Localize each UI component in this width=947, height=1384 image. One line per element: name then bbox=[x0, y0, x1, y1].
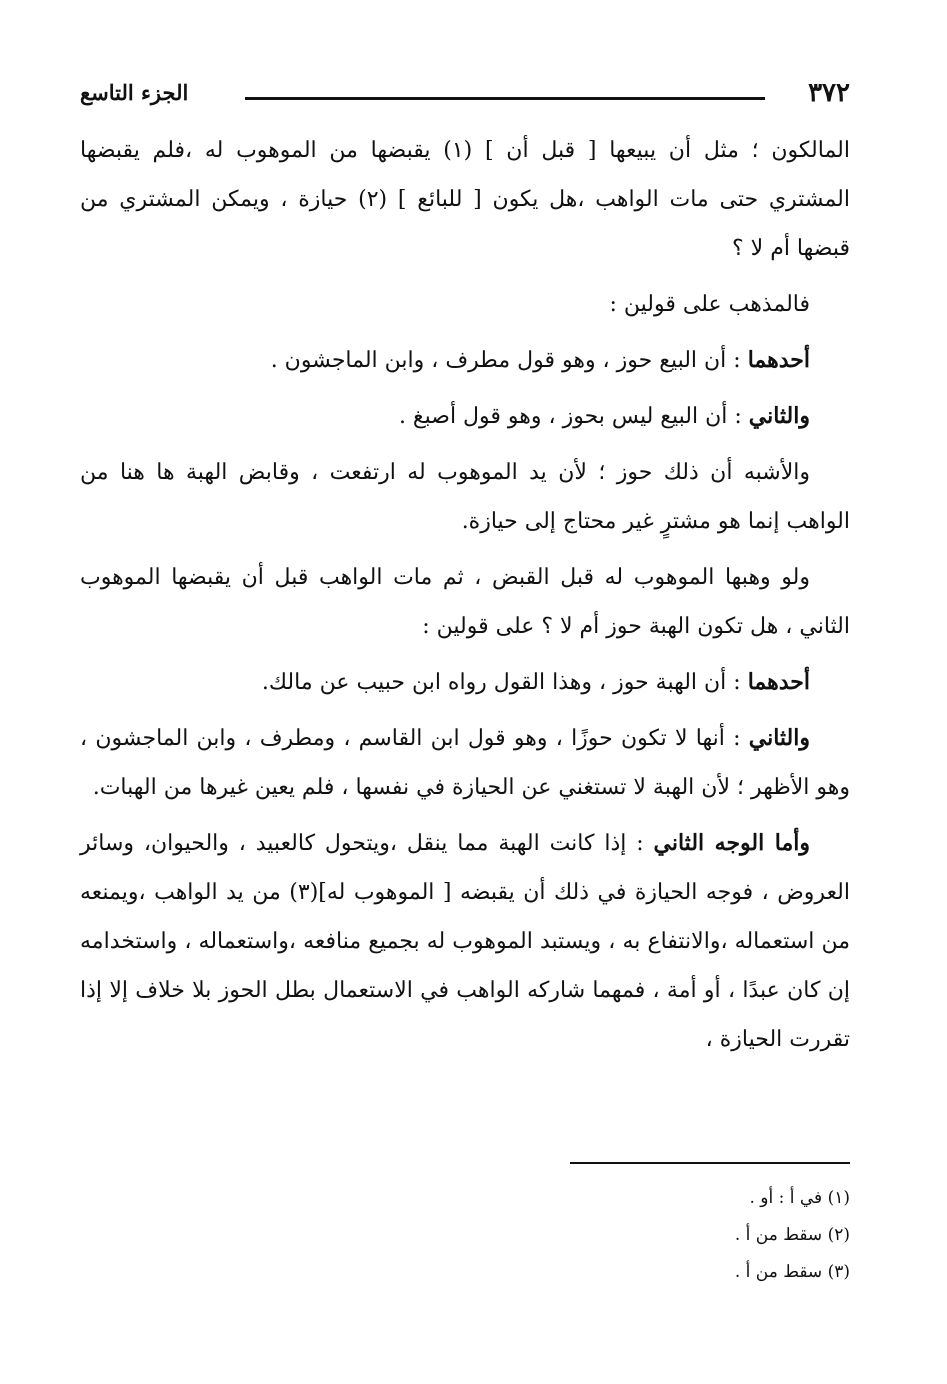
header-rule bbox=[245, 97, 765, 100]
paragraph: والأشبه أن ذلك حوز ؛ لأن يد الموهوب له ارتفعت ، وقابض الهبة ها هنا من الواهب إنما هو مشترٍ غير محتاج إلى حيازة. bbox=[80, 460, 850, 534]
footnotes bbox=[735, 1180, 850, 1291]
paragraph: والثاني : أنها لا تكون حوزًا ، وهو قول ابن القاسم ، ومطرف ، وابن الماجشون ، وهو الأظهر ؛ لأن الهبة لا تستغني عن الحيازة في نفسها ، فلم يعين غيرها من الهبات. bbox=[80, 725, 850, 800]
footnote: (٢) سقط من أ . bbox=[734, 1225, 850, 1245]
footnote: (١) في أ : أو . bbox=[749, 1188, 850, 1208]
book-page bbox=[80, 70, 850, 1320]
body-text bbox=[80, 126, 850, 1064]
paragraph: المالكون ؛ مثل أن يبيعها [ قبل أن ] (١) يقبضها من الموهوب له ،فلم يقبضها المشتري حتى مات الواهب ،هل يكون [ للبائع ] (٢) حيازة ، ويمكن المشتري من قبضها أم لا ؟ bbox=[80, 138, 850, 261]
paragraph: ولو وهبها الموهوب له قبل القبض ، ثم مات الواهب قبل أن يقبضها الموهوب الثاني ، هل تكون الهبة حوز أم لا ؟ على قولين : bbox=[80, 565, 850, 639]
paragraph-lead: أحدهما bbox=[747, 669, 810, 695]
footnote-rule bbox=[570, 1162, 850, 1164]
paragraph: وأما الوجه الثاني : إذا كانت الهبة مما ينقل ،ويتحول كالعبيد ، والحيوان، وسائر العروض ، فوجه الحيازة في ذلك أن يقبضه [ الموهوب له](٣) من يد الواهب ،ويمنعه من استعماله ،والانتفاع به ، ويستبد الموهوب له بجميع منافعه ،واستعماله ، واستخدامه إن كان عبدًا ، أو أمة ، فمهما شاركه الواهب في الاستعمال بطل الحوز بلا خلاف إلا إذا تقررت الحيازة ، bbox=[80, 830, 851, 1052]
paragraph: أحدهما : أن الهبة حوز ، وهذا القول رواه ابن حبيب عن مالك. bbox=[261, 669, 810, 695]
page-number: ٣٧٢ bbox=[808, 78, 850, 108]
footnote: (٣) سقط من أ . bbox=[734, 1262, 850, 1282]
paragraph: أحدهما : أن البيع حوز ، وهو قول مطرف ، وابن الماجشون . bbox=[270, 347, 810, 373]
paragraph: والثاني : أن البيع ليس بحوز ، وهو قول أصبغ . bbox=[398, 403, 810, 429]
running-head: الجزء التاسع bbox=[80, 80, 189, 105]
paragraph-lead: وأما الوجه الثاني bbox=[653, 830, 810, 856]
page-header bbox=[80, 70, 850, 118]
paragraph-lead: والثاني bbox=[748, 725, 810, 751]
paragraph: فالمذهب على قولين : bbox=[609, 292, 810, 317]
paragraph-lead: والثاني bbox=[748, 403, 810, 429]
paragraph-lead: أحدهما bbox=[747, 347, 810, 373]
